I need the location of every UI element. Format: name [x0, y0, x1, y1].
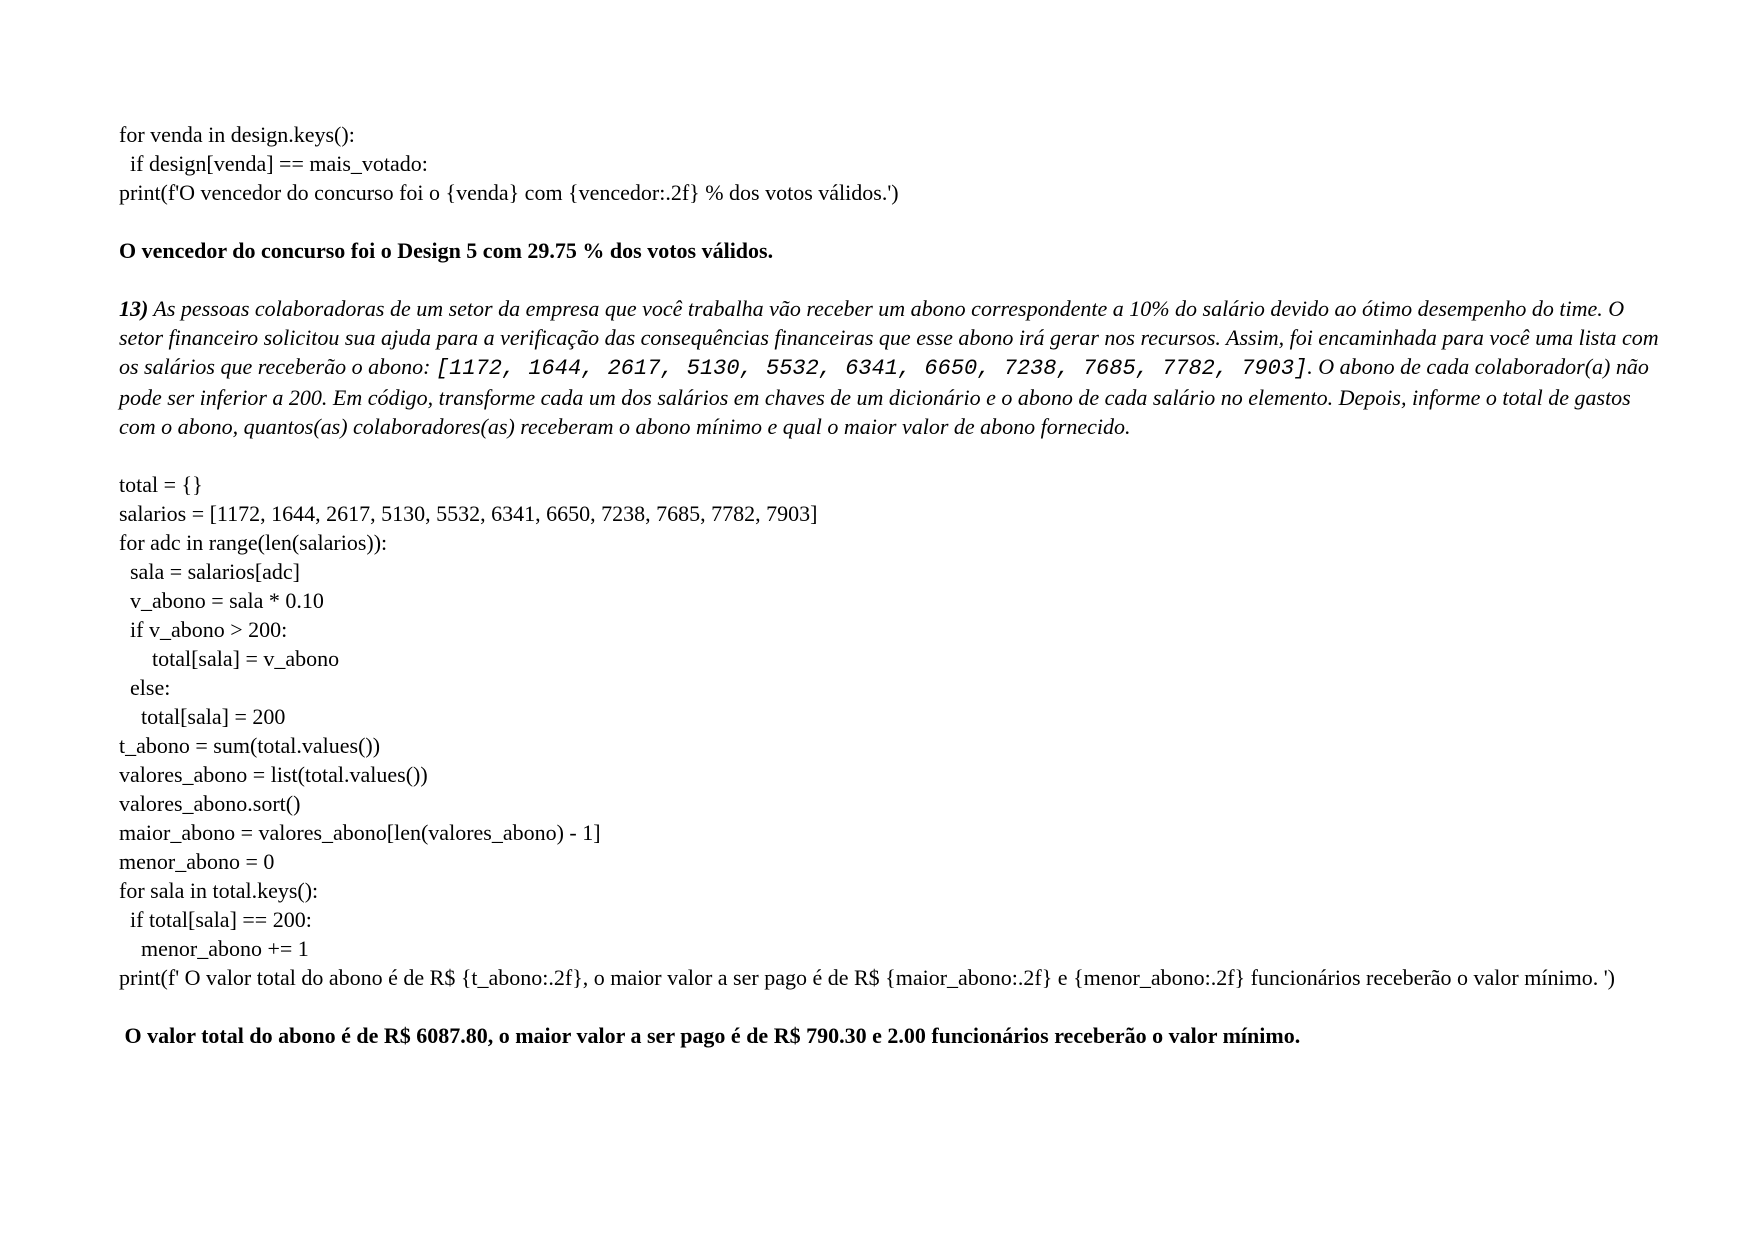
- salary-list: [1172, 1644, 2617, 5130, 5532, 6341, 6650, 7238, 7685, 7782, 7903]: [435, 356, 1308, 381]
- result-1: O vencedor do concurso foi o Design 5 com 29.75 % dos votos válidos.: [119, 238, 774, 263]
- code-line: if v_abono > 200:: [119, 617, 288, 642]
- code-block-1: [119, 120, 1659, 207]
- code-line: else:: [119, 675, 171, 700]
- spacer: [119, 207, 1659, 236]
- code-line: print(f'O vencedor do concurso foi o {venda} com {vencedor:.2f} % dos votos válidos.'): [119, 180, 899, 205]
- spacer: [119, 992, 1659, 1021]
- spacer: [119, 441, 1659, 470]
- code-line: menor_abono = 0: [119, 849, 275, 874]
- question-number: 13): [119, 296, 149, 321]
- question-13: [119, 294, 1659, 441]
- code-line: v_abono = sala * 0.10: [119, 588, 324, 613]
- code-line: menor_abono += 1: [119, 936, 309, 961]
- document-page: [119, 120, 1659, 1050]
- code-line: for venda in design.keys():: [119, 122, 355, 147]
- code-line: valores_abono = list(total.values()): [119, 762, 428, 787]
- code-line: total = {}: [119, 472, 203, 497]
- code-line: if total[sala] == 200:: [119, 907, 312, 932]
- code-line: sala = salarios[adc]: [119, 559, 300, 584]
- code-line: total[sala] = v_abono: [119, 646, 340, 671]
- question-text-after: . O abono de cada colaborador(a) não pode ser inferior a 200. Em código, transforme cada um dos salários em chaves de um dicionário e o abono de cada salário no elemento. Depois, informe o total de gastos com o abono, quantos(as) colaboradores(as) receberam o abono mínimo e qual o maior valor de abono fornecido.: [119, 354, 1649, 439]
- code-line: for adc in range(len(salarios)):: [119, 530, 388, 555]
- question-text-before: As pessoas colaboradoras de um setor da empresa que você trabalha vão receber um abono correspondente a 10% do salário devido ao ótimo desempenho do time. O setor financeiro solicitou sua ajuda para a verificação das consequências financeiras que esse abono irá gerar nos recursos. Assim, foi encaminhada para você uma lista com os salários que receberão o abono:: [119, 296, 1659, 379]
- spacer: [119, 265, 1659, 294]
- code-block-2: [119, 470, 1659, 992]
- code-line: salarios = [1172, 1644, 2617, 5130, 5532, 6341, 6650, 7238, 7685, 7782, 7903]: [119, 501, 818, 526]
- code-line: valores_abono.sort(): [119, 791, 301, 816]
- code-line: maior_abono = valores_abono[len(valores_abono) - 1]: [119, 820, 601, 845]
- code-line: t_abono = sum(total.values()): [119, 733, 381, 758]
- result-2: O valor total do abono é de R$ 6087.80, o maior valor a ser pago é de R$ 790.30 e 2.00 funcionários receberão o valor mínimo.: [119, 1023, 1301, 1048]
- code-line: if design[venda] == mais_votado:: [119, 151, 428, 176]
- code-print-line: print(f' O valor total do abono é de R$ {t_abono:.2f}, o maior valor a ser pago é de R$ {maior_abono:.2f} e {menor_abono:.2f} funcionários receberão o valor mínimo. '): [119, 965, 1615, 990]
- code-line: for sala in total.keys():: [119, 878, 319, 903]
- code-line: total[sala] = 200: [119, 704, 286, 729]
